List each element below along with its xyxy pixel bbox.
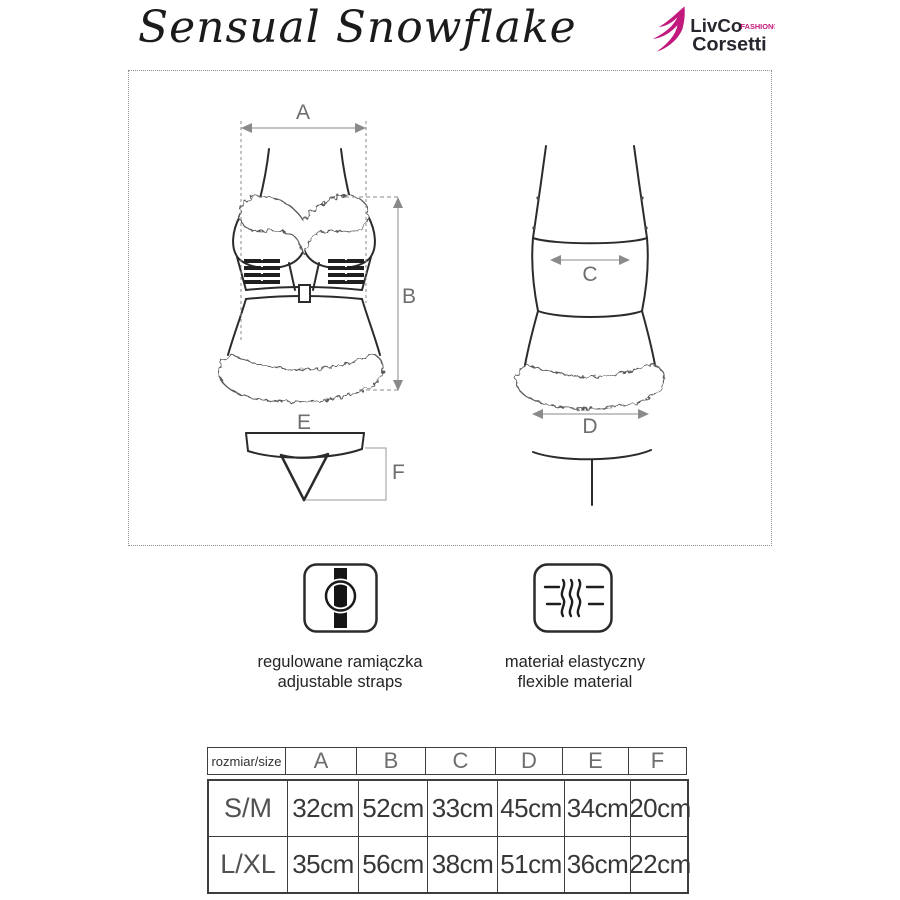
column-letter: E (588, 748, 603, 773)
size-value: 35cm (292, 849, 354, 879)
table-cell (498, 837, 565, 892)
measure-label-c: C (582, 263, 598, 286)
livco-corsetti-logo (645, 5, 775, 55)
size-value: 32cm (292, 793, 354, 823)
table-cell (359, 781, 428, 837)
corner-label: rozmiar/size (211, 753, 282, 769)
back-view-drawing (525, 146, 655, 505)
table-cell (565, 781, 631, 837)
size-value: 36cm (566, 849, 629, 879)
back-strap-sliders (532, 196, 647, 229)
logo-brand-bottom: Corsetti (692, 33, 767, 55)
column-header-e (563, 747, 629, 775)
panties-front-drawing (246, 433, 364, 500)
size-name: S/M (223, 793, 272, 823)
table-cell (288, 837, 359, 892)
column-header-b (357, 747, 426, 775)
table-cell (498, 781, 565, 837)
measurement-diagram-panel (128, 70, 772, 546)
caption-line-pl: regulowane ramiączka (257, 653, 423, 671)
size-table (207, 747, 689, 894)
adjustable-straps-caption (230, 652, 450, 692)
front-fur-hem (219, 355, 383, 402)
table-cell (631, 781, 689, 837)
row-size-cell (209, 837, 288, 892)
table-cell (428, 837, 498, 892)
size-value: 52cm (362, 793, 424, 823)
size-name: L/XL (220, 849, 276, 879)
column-letter: F (650, 748, 665, 773)
logo-brand-fashion: FASHION® (740, 22, 775, 32)
flexible-material-icon (533, 563, 613, 633)
table-cell (288, 781, 359, 837)
row-size-cell (209, 781, 288, 837)
size-value: 20cm (629, 793, 691, 823)
table-cell (428, 781, 498, 837)
measure-label-b: B (402, 285, 417, 308)
table-cell (359, 837, 428, 892)
column-header-d (496, 747, 563, 775)
measure-label-e: E (296, 411, 312, 434)
adjustable-straps-icon (303, 563, 378, 633)
table-cell (631, 837, 689, 892)
size-value: 22cm (629, 849, 691, 879)
column-letter: A (313, 748, 329, 773)
size-table-body (207, 779, 689, 894)
column-header-c (426, 747, 496, 775)
caption-line-en: adjustable straps (277, 673, 403, 691)
measure-label-f: F (392, 461, 405, 484)
front-fur-trim (240, 196, 369, 253)
caption-line-en: flexible material (517, 673, 633, 691)
measure-label-d: D (582, 415, 598, 438)
caption-line-pl: materiał elastyczny (504, 653, 646, 671)
size-value: 51cm (500, 849, 562, 879)
back-fur-hem (516, 365, 664, 409)
logo-brand-top: LivCo (690, 14, 743, 36)
size-value: 34cm (566, 793, 629, 823)
size-value: 33cm (431, 793, 494, 823)
flexible-material-caption (465, 652, 685, 692)
column-header-f (629, 747, 687, 775)
column-letter: B (383, 748, 399, 773)
size-value: 45cm (500, 793, 562, 823)
size-table-header (207, 747, 689, 775)
size-value: 56cm (362, 849, 424, 879)
belt-buckle (299, 285, 310, 302)
table-corner-cell (207, 747, 286, 775)
table-cell (565, 837, 631, 892)
size-value: 38cm (431, 849, 494, 879)
ribbon-swoosh-icon (653, 6, 685, 51)
brand-logo (645, 5, 775, 55)
garment-measurement-diagram (129, 71, 771, 545)
column-letter: C (452, 748, 469, 773)
measure-label-a: A (295, 101, 311, 124)
column-letter: D (521, 748, 537, 773)
column-header-a (286, 747, 357, 775)
page-title: Sensual Snowflake (138, 2, 577, 53)
